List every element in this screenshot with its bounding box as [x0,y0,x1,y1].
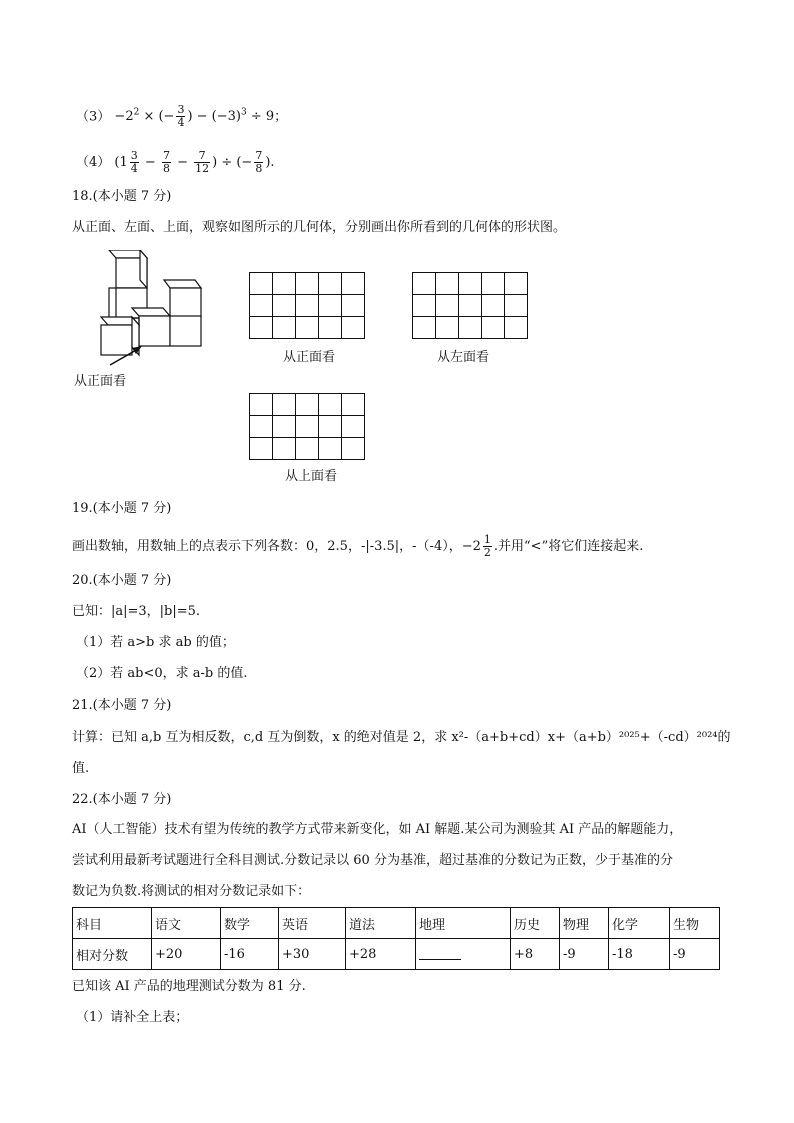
table-cell: +8 [511,939,560,970]
problem20-given: 已知：|a|=3，|b|=5. [72,604,201,619]
problem19-text-b: .并用“<”将它们连接起来. [493,539,644,554]
table-cell: +20 [152,939,221,970]
answer-blank[interactable] [419,945,461,960]
table-cell: 生物 [670,908,720,939]
problem18-heading: 18.(本小题 7 分) [72,189,172,204]
problem20-heading: 20.(本小题 7 分) [72,573,172,588]
arrow-label: 从正面看 [74,374,127,389]
table-row [73,939,720,970]
table-cell: 道法 [346,908,416,939]
problem20-q2: （2）若 ab<0，求 a-b 的值. [76,666,248,681]
problem19-text-a: 画出数轴，用数轴上的点表示下列各数：0，2.5，-|-3.5|，-（-4）， [72,539,462,554]
problem17-item4 [76,150,275,175]
problem21-line2: 值. [72,761,90,776]
grid-left [412,272,528,339]
problem21-line1: 计算：已知 a,b 互为相反数，c,d 互为倒数，x 的绝对值是 2，求 x²-（a+b+cd）x+（a+b）²⁰²⁵+（-cd）²⁰²⁴的 [72,730,731,745]
problem21-heading: 21.(本小题 7 分) [72,698,172,713]
table-cell: +30 [279,939,346,970]
grid-left-caption: 从左面看 [437,350,490,365]
grid-top [249,393,365,460]
table-cell: 英语 [279,908,346,939]
table-cell: -9 [670,939,720,970]
answer-blank-cell[interactable] [416,939,511,970]
table-cell: 语文 [152,908,221,939]
table-cell: 地理 [416,908,511,939]
mixed-number: −2 $\frac{1}{2}$ [461,533,491,559]
grid-front-caption: 从正面看 [283,350,336,365]
item3-tail: ； [274,109,288,125]
problem17-item3 [76,104,287,129]
table-cell: 化学 [609,908,670,939]
table-cell: 历史 [511,908,560,939]
table-cell: 科目 [73,908,152,939]
cube-figure [70,250,220,390]
problem22-after-table: 已知该 AI 产品的地理测试分数为 81 分. [72,979,306,994]
grid-front [249,272,365,339]
item4-label: （4） [76,155,111,170]
table-row [73,908,720,939]
item4-expression: (1 $\frac{3}{4}$ − $\frac{7}{8}$ − $\frac{7}{12}$ ) ÷ (− $\frac{7}{8}$ ) [114,149,271,175]
item4-tail: . [270,155,275,170]
grid-top-caption: 从上面看 [285,469,338,484]
problem22-heading: 22.(本小题 7 分) [72,792,172,807]
table-cell: 数学 [221,908,279,939]
table-cell: -9 [560,939,609,970]
item3-label: （3） [76,109,111,125]
problem22-para1: AI（人工智能）技术有望为传统的教学方式带来新变化，如 AI 解题.某公司为测验其 AI 产品的解题能力， [72,822,683,837]
table-cell: +28 [346,939,416,970]
table-cell: 相对分数 [73,939,152,970]
problem19-heading: 19.(本小题 7 分) [72,501,172,516]
problem18-text: 从正面、左面、上面，观察如图所示的几何体，分别画出你所看到的几何体的形状图。 [72,220,567,235]
problem22-para2: 尝试利用最新考试题进行全科目测试.分数记录以 60 分为基准，超过基准的分数记为正数，少于基准的分 [72,853,673,868]
score-table [72,907,720,970]
table-cell: 物理 [560,908,609,939]
item3-expression: $-2^2$ × (− $\frac{3}{4}$ ) − $(-3)^3 \div 9$ [114,103,275,130]
problem22-para3: 数记为负数.将测试的相对分数记录如下： [72,884,311,899]
problem19-text [72,534,643,559]
problem20-q1: （1）若 a>b 求 ab 的值； [76,635,235,650]
table-cell: -16 [221,939,279,970]
table-cell: -18 [609,939,670,970]
problem22-q1: （1）请补全上表； [76,1010,189,1025]
